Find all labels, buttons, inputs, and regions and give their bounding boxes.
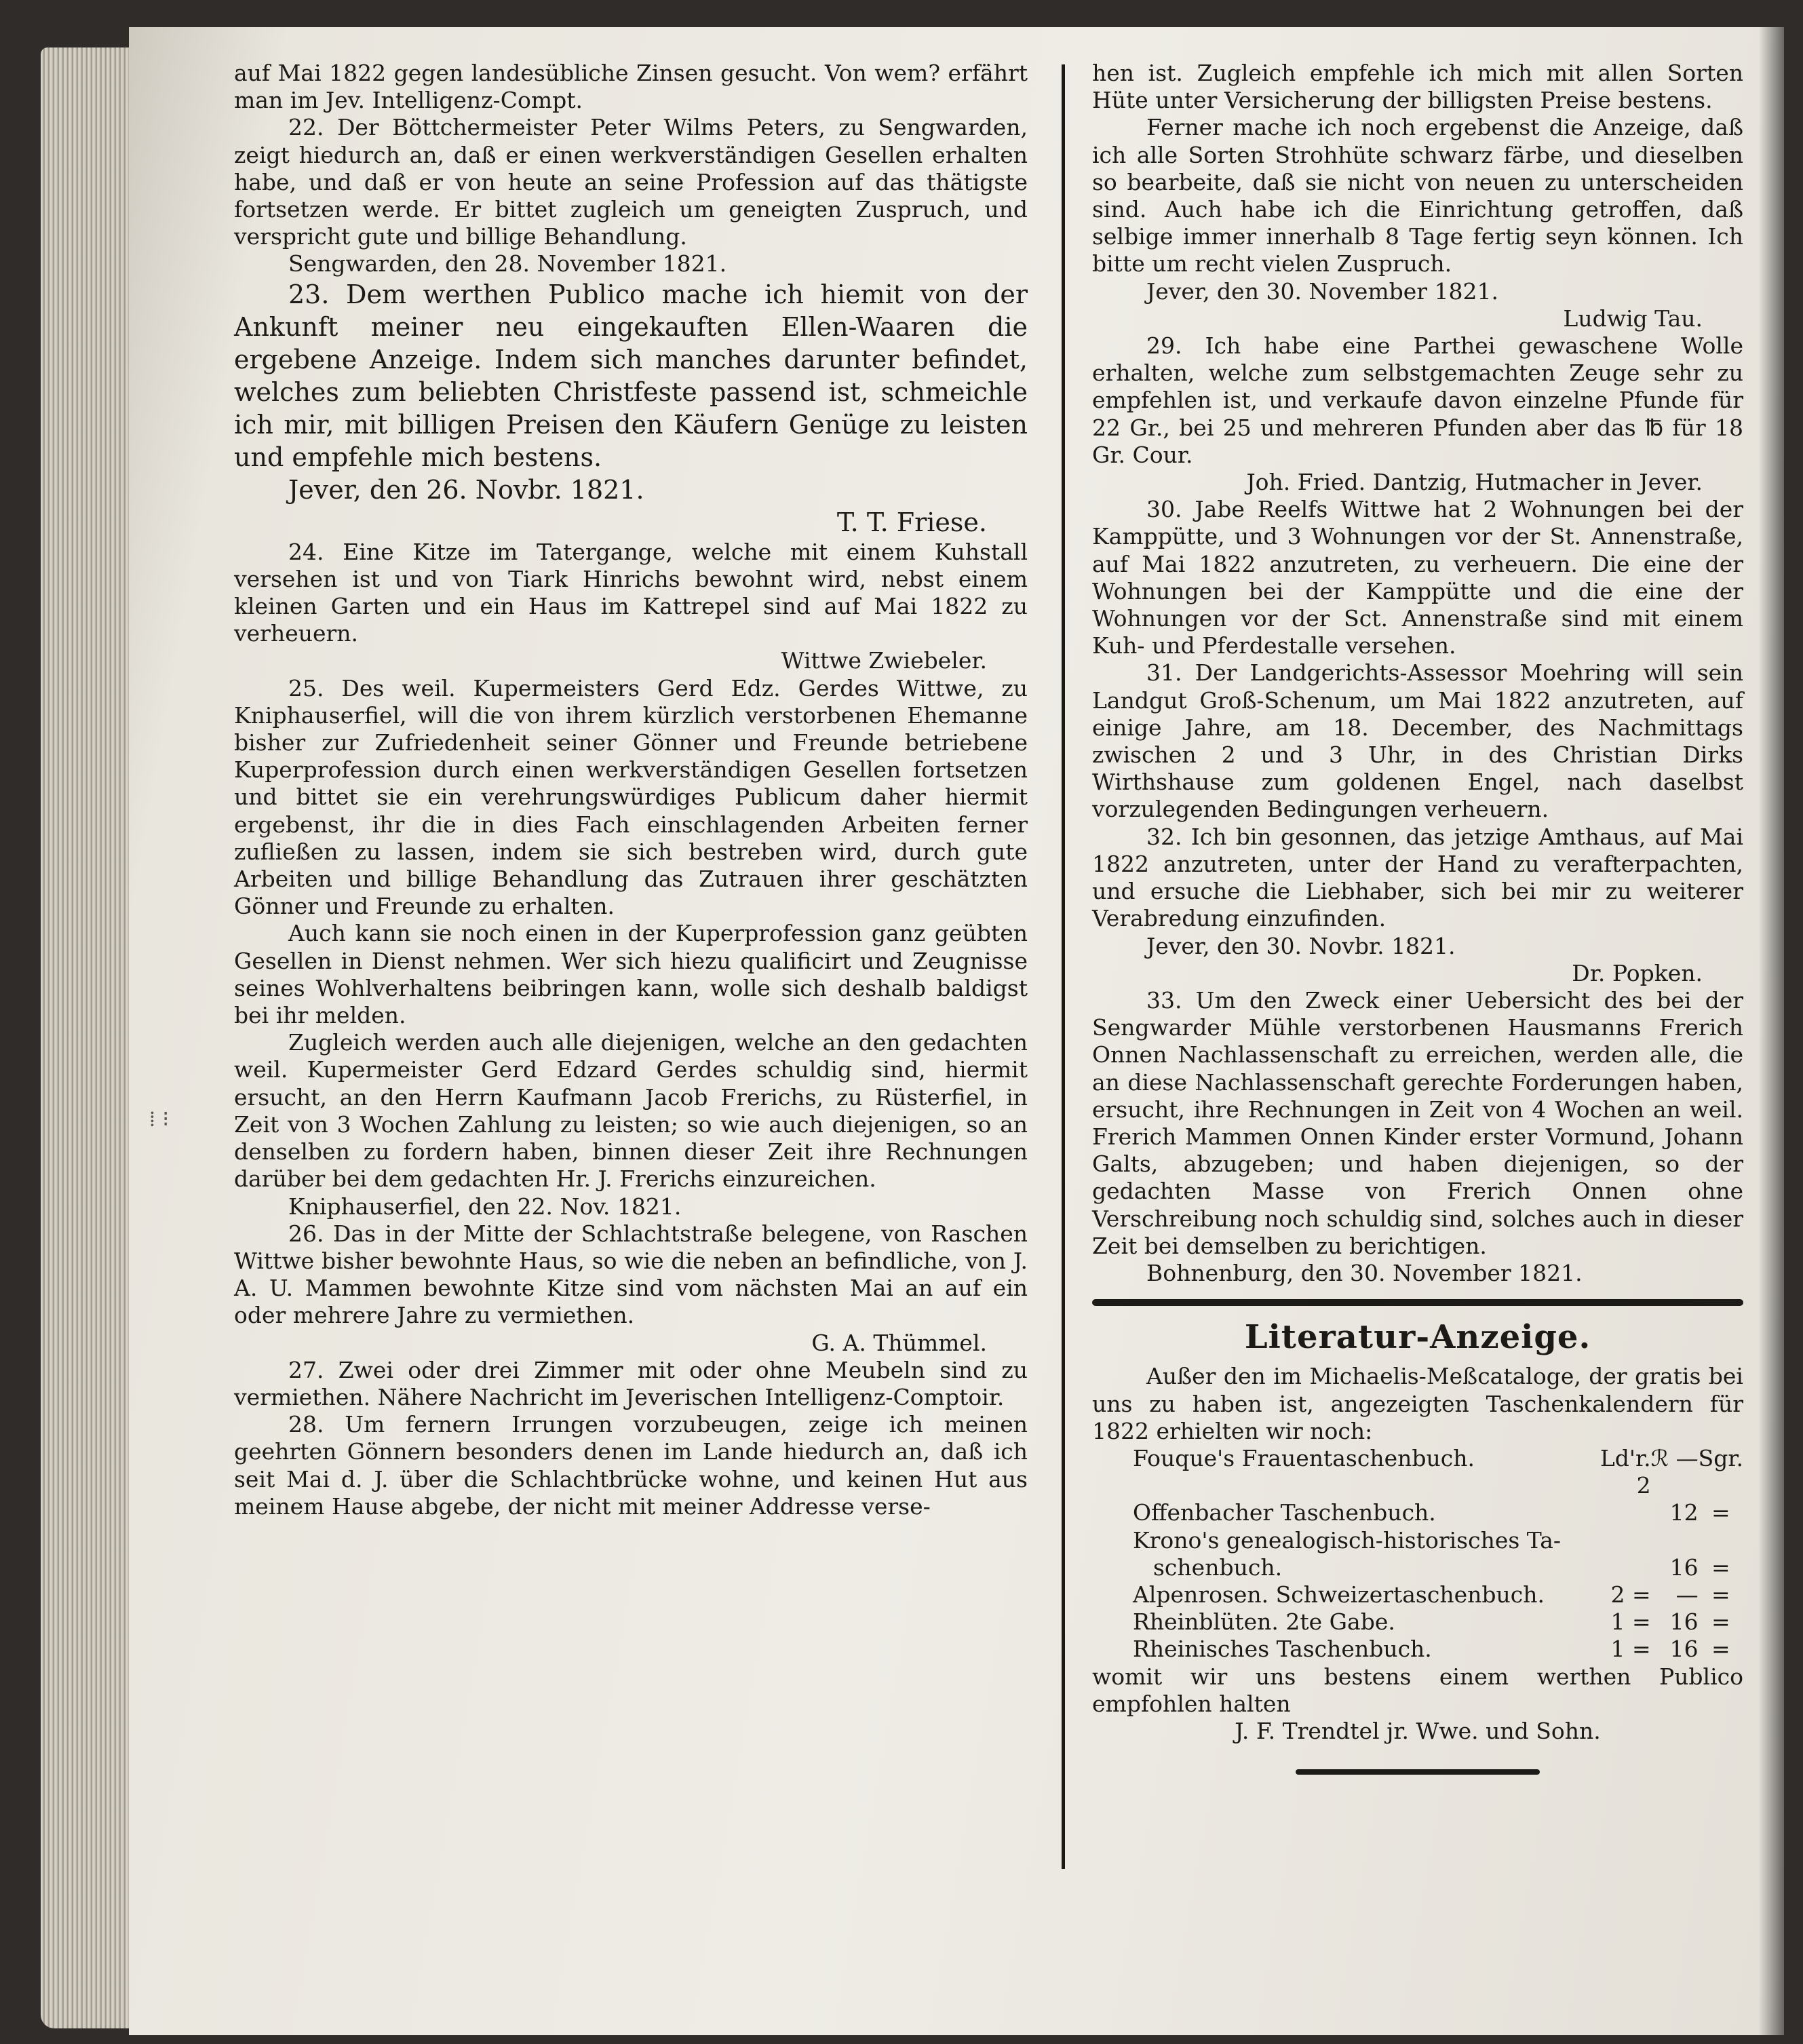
book-price-a: [1600, 1499, 1651, 1526]
notice-32-place: Jever, den 30. Novbr. 1821.: [1146, 932, 1456, 959]
book-price-list: [1092, 1445, 1743, 1663]
literature-heading: Literatur-Anzeige.: [1244, 1318, 1591, 1357]
book-title: Rheinblüten. 2te Gabe.: [1133, 1608, 1395, 1636]
book-price-a: 1 =: [1610, 1636, 1651, 1663]
notice-21-end: auf Mai 1822 gegen landesübliche Zinsen gesucht. Von wem? erfährt man im Jev. Intelligenz-Compt.: [234, 60, 1028, 114]
right-column: [1092, 60, 1743, 1775]
left-column: [234, 60, 1028, 1520]
book-price-c: =: [1711, 1554, 1730, 1581]
book-price-c: Sgr.: [1698, 1444, 1743, 1471]
notice-30: 30. Jabe Reelfs Wittwe hat 2 Wohnungen bei der Kamppütte, und 3 Wohnungen vor der St. Annenstraße, auf Mai 1822 anzutreten, zu verheuern. Die eine der Wohnungen bei der Kamppütte und die eine der Wohnungen vor der Sct. Annenstraße sind mit einem Kuh- und Pferdestalle versehen.: [1092, 496, 1743, 659]
notice-33-place: Bohnenburg, den 30. November 1821.: [1146, 1259, 1583, 1286]
book-title: Alpenrosen. Schweizertaschenbuch.: [1133, 1581, 1545, 1608]
notice-29: 29. Ich habe eine Parthei gewaschene Wolle erhalten, welche zum selbstgemachten Zeuge sehr zu empfehlen ist, und verkaufe davon einzelne Pfunde für 22 Gr., bei 25 und mehreren Pfunden aber das ℔ für 18 Gr. Cour.: [1092, 332, 1743, 468]
book-title: Fouque's Frauentaschenbuch.: [1133, 1444, 1475, 1471]
notice-28: 28. Um fernern Irrungen vorzubeugen, zeige ich meinen geehrten Gönnern besonders denen im Lande hiedurch an, daß ich seit Mai d. J. über die Schlachtbrücke wohne, und keinen Hut aus meinem Hause abgebe, der nicht mit meiner Addresse verse-: [234, 1411, 1028, 1520]
notice-22-place: Sengwarden, den 28. November 1821.: [288, 250, 727, 277]
notice-22: 22. Der Böttchermeister Peter Wilms Peters, zu Sengwarden, zeigt hiedurch an, daß er einen werkverständigen Gesellen erhalten habe, und daß er von heute an seine Profession auf das thätigste fortsetzen werde. Er bittet zugleich um geneigten Zuspruch, und verspricht gute und billige Behandlung.: [234, 114, 1028, 250]
notice-28-continued: hen ist. Zugleich empfehle ich mich mit allen Sorten Hüte unter Versicherung der billigsten Preise bestens.: [1092, 60, 1743, 114]
book-price-c: =: [1711, 1608, 1730, 1636]
notice-28-b: Ferner mache ich noch ergebenst die Anzeige, daß ich alle Sorten Strohhüte schwarz färbe, und dieselben so bearbeite, daß sie nicht von neuen zu unterscheiden sind. Auch habe ich die Einrichtung getroffen, daß selbige immer innerhalb 8 Tage fertig seyn können. Ich bitte um recht vielen Zuspruch.: [1092, 114, 1743, 277]
margin-mark: ⁞ ⁝: [149, 1106, 170, 1132]
book-price-b: 12: [1669, 1499, 1699, 1526]
book-row: [1092, 1554, 1743, 1581]
book-title: Krono's genealogisch-historisches Ta-: [1133, 1526, 1562, 1554]
book-price-b: [1651, 1527, 1699, 1554]
notice-25-c: Zugleich werden auch alle diejenigen, welche an den gedachten weil. Kupermeister Gerd Edzard Gerdes schuldig sind, hiermit ersucht, an den Herrn Kaufmann Jacob Frerichs, zu Rüsterfiel, in Zeit von 3 Wochen Zahlung zu leisten; so wie auch diejenigen, so an denselben zu fordern haben, binnen dieser Zeit ihre Rechnungen darüber bei dem gedachten Hr. J. Frerichs einzureichen.: [234, 1029, 1028, 1193]
book-row: [1092, 1499, 1743, 1526]
book-row: [1092, 1608, 1743, 1636]
notice-23-place: Jever, den 26. Novbr. 1821.: [288, 474, 644, 505]
notice-24-signature: Wittwe Zwiebeler.: [781, 647, 987, 674]
notice-31: 31. Der Landgerichts-Assessor Moehring will sein Landgut Groß-Schenum, um Mai 1822 anzutreten, auf einige Jahre, am 18. December, des Nachmittags zwischen 2 und 3 Uhr, in des Christian Dirks Wirthshause zum goldenen Engel, nach daselbst vorzulegenden Bedingungen verheuern.: [1092, 659, 1743, 823]
book-price-a: 2 =: [1610, 1581, 1651, 1608]
book-price-b: 16: [1669, 1554, 1699, 1581]
book-price-b: 16: [1669, 1636, 1699, 1663]
notice-29-signature: Joh. Fried. Dantzig, Hutmacher in Jever.: [1246, 469, 1703, 496]
notice-25-b: Auch kann sie noch einen in der Kuperprofession ganz geübten Gesellen in Dienst nehmen. Wer sich hiezu qualificirt und Zeugnisse seines Wohlverhaltens beibringen kann, wolle sich deshalb baldigst bei ihr melden.: [234, 920, 1028, 1029]
literature-intro: Außer den im Michaelis-Meßcataloge, der gratis bei uns zu haben ist, angezeigten Taschenkalendern für 1822 erhielten wir noch:: [1092, 1363, 1743, 1444]
book-row: [1092, 1636, 1743, 1663]
notice-32: 32. Ich bin gesonnen, das jetzige Amthaus, auf Mai 1822 anzutreten, unter der Hand zu verafterpachten, und ersuche die Liebhaber, sich bei mir zu weiterer Verabredung einzufinden.: [1092, 823, 1743, 932]
notice-28-signature: Ludwig Tau.: [1563, 305, 1703, 332]
book-price-c: [1699, 1527, 1743, 1554]
notice-23-signature: T. T. Friese.: [836, 507, 987, 537]
book-row: [1092, 1581, 1743, 1608]
book-price-b: 16: [1669, 1608, 1699, 1636]
book-title: Offenbacher Taschenbuch.: [1133, 1499, 1436, 1526]
section-rule: [1092, 1299, 1743, 1306]
notice-32-signature: Dr. Popken.: [1572, 959, 1703, 986]
notice-33: 33. Um den Zweck einer Uebersicht des bei der Sengwarder Mühle verstorbenen Hausmanns Frerich Onnen Nachlassenschaft zu erreichen, werden alle, die an diese Nachlassenschaft gerechte Forderungen haben, ersucht, ihre Rechnungen in Zeit von 4 Wochen an weil. Frerich Mammen Onnen Kinder erster Vormund, Johann Galts, abzugeben; und haben diejenigen, so der gedachten Masse von Frerich Onnen ohne Verschreibung noch schuldig sind, solches auch in dieser Zeit bei demselben zu berichtigen.: [1092, 986, 1743, 1259]
notice-23: 23. Dem werthen Publico mache ich hiemit von der Ankunft meiner neu eingekauften Ellen-Waaren die ergebene Anzeige. Indem sich manches darunter befindet, welches zum beliebten Christfeste passend ist, schmeichle ich mir, mit billigen Preisen den Käufern Genüge zu leisten und empfehle mich bestens.: [234, 279, 1028, 472]
book-price-c: =: [1711, 1636, 1730, 1663]
notice-24: 24. Eine Kitze im Tatergange, welche mit einem Kuhstall versehen ist und von Tiark Hinrichs bewohnt wird, nebst einem kleinen Garten und ein Haus im Kattrepel sind auf Mai 1822 zu verheuern.: [234, 538, 1028, 647]
notice-26: 26. Das in der Mitte der Schlachtstraße belegene, von Raschen Wittwe bisher bewohnte Haus, so wie die neben an befindliche, von J. A. U. Mammen bewohnte Kitze sind vom nächsten Mai an auf ein oder mehrere Jahre zu vermiethen.: [234, 1220, 1028, 1329]
book-title: Rheinisches Taschenbuch.: [1133, 1636, 1432, 1663]
book-price-a: Ld'r. 2: [1600, 1444, 1651, 1499]
book-price-c: =: [1711, 1499, 1730, 1526]
book-price-a: [1600, 1554, 1651, 1581]
notice-25: 25. Des weil. Kupermeisters Gerd Edz. Gerdes Wittwe, zu Kniphauserfiel, will die von ihrem kürzlich verstorbenen Ehemanne bisher zur Zufriedenheit seiner Gönner und Freunde betriebene Kuperprofession durch einen werkverständigen Gesellen fortsetzen und bittet sie ein verehrungswürdiges Publicum daher hiermit ergebenst, ihr die in dies Fach einschlagenden Arbeiten ferner zufließen zu lassen, indem sie sich bestreben wird, durch gute Arbeiten und billige Behandlung das Zutrauen ihrer geschätzten Gönner und Freunde zu erhalten.: [234, 674, 1028, 920]
notice-28-place: Jever, den 30. November 1821.: [1146, 277, 1499, 305]
book-price-c: =: [1711, 1581, 1730, 1608]
book-page-edges: [41, 47, 142, 2028]
book-price-a: 1 =: [1610, 1608, 1651, 1636]
notice-27: 27. Zwei oder drei Zimmer mit oder ohne Meubeln sind zu vermiethen. Nähere Nachricht im Jeverischen Intelligenz-Comptoir.: [234, 1356, 1028, 1410]
end-rule: [1296, 1769, 1540, 1775]
book-price-b: ℛ —: [1650, 1444, 1699, 1471]
book-price-b: —: [1675, 1581, 1699, 1608]
literature-outro: womit wir uns bestens einem werthen Publico empfohlen halten: [1092, 1663, 1743, 1717]
book-row: [1092, 1445, 1743, 1499]
notice-26-signature: G. A. Thümmel.: [811, 1329, 987, 1356]
column-divider: [1062, 64, 1065, 1869]
literature-signature: J. F. Trendtel jr. Wwe. und Sohn.: [1235, 1717, 1601, 1744]
book-row: [1092, 1527, 1743, 1554]
book-title: schenbuch.: [1153, 1554, 1283, 1581]
gutter-shadow: [1758, 27, 1784, 2035]
notice-25-place: Kniphauserfiel, den 22. Nov. 1821.: [288, 1193, 682, 1220]
book-price-a: [1600, 1527, 1651, 1554]
